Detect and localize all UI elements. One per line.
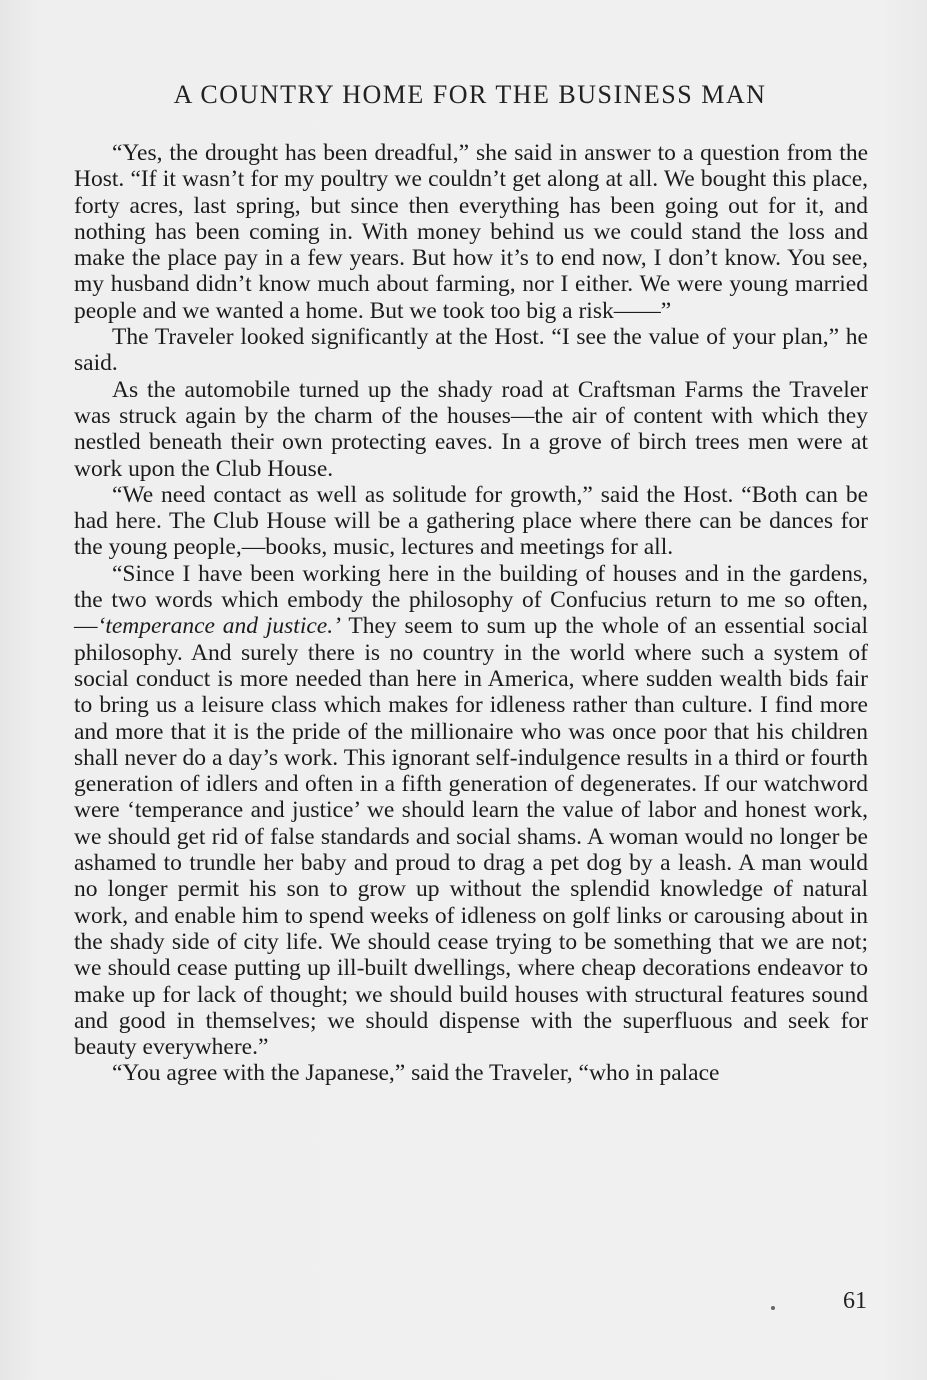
- paragraph-5-part-2: They seem to sum up the whole of an essential social philosophy. And surely there is no country in the world where such a system of social conduct is more needed than here in America, where sudden wealth bids fair to bring us a leisure class which makes for idleness rather than culture. I find more and more that it is the pride of the millionaire who was once poor that his children shall never do a day’s work. This ignorant self-indulgence results in a third or fourth generation of idlers and often in a fifth generation of degenerates. If our watchword were ‘temperance and justice’ we should learn the value of labor and honest work, we should get rid of false standards and social shams. A woman would no longer be ashamed to trundle her baby and proud to drag a pet dog by a leash. A man would no longer permit his son to grow up without the splendid knowledge of natural work, and enable him to spend weeks of idleness on golf links or carousing about in the shady side of city life. We should cease trying to be something that we are not; we should cease putting up ill-built dwellings, where cheap decorations endeavor to make up for lack of thought; we should build houses with structural features sound and good in themselves; we should dispense with the superfluous and seek for beauty everywhere.”: [74, 613, 868, 1061]
- paragraph-4: “We need contact as well as solitude for growth,” said the Host. “Both can be had here. The Club House will be a gathering place where there can be dances for the young people,—books, music, lectures and meetings for all.: [74, 481, 868, 561]
- paragraph-5: [74, 561, 868, 1061]
- running-head: A COUNTRY HOME FOR THE BUSINESS MAN: [173, 80, 767, 109]
- paragraph-3: As the automobile turned up the shady road at Craftsman Farms the Traveler was struck again by the charm of the houses—the air of content with which they nestled beneath their own protecting eaves. In a grove of birch trees men were at work upon the Club House.: [74, 376, 868, 482]
- body-text: [74, 140, 868, 1087]
- paragraph-2: The Traveler looked significantly at the Host. “I see the value of your plan,” he said.: [74, 324, 868, 377]
- paragraph-5-part-1: “Since I have been working here in the building of houses and in the gardens, the two words which embody the philosophy of Confucius return to me so often,—: [74, 560, 868, 640]
- page-number: 61: [843, 1288, 867, 1314]
- print-speck: [771, 1306, 775, 1310]
- paragraph-1: “Yes, the drought has been dreadful,” she said in answer to a question from the Host. “If it wasn’t for my poultry we couldn’t get along at all. We bought this place, forty acres, last spring, but since then everything has been going out for it, and nothing has been coming in. With money behind us we could stand the loss and make the place pay in a few years. But how it’s to end now, I don’t know. You see, my husband didn’t know much about farming, nor I either. We were young married people and we wanted a home. But we took too big a risk——”: [74, 140, 868, 324]
- paragraph-5-emphasis: ‘temperance and justice.’: [97, 613, 341, 640]
- paragraph-6: “You agree with the Japanese,” said the Traveler, “who in palace: [112, 1060, 720, 1087]
